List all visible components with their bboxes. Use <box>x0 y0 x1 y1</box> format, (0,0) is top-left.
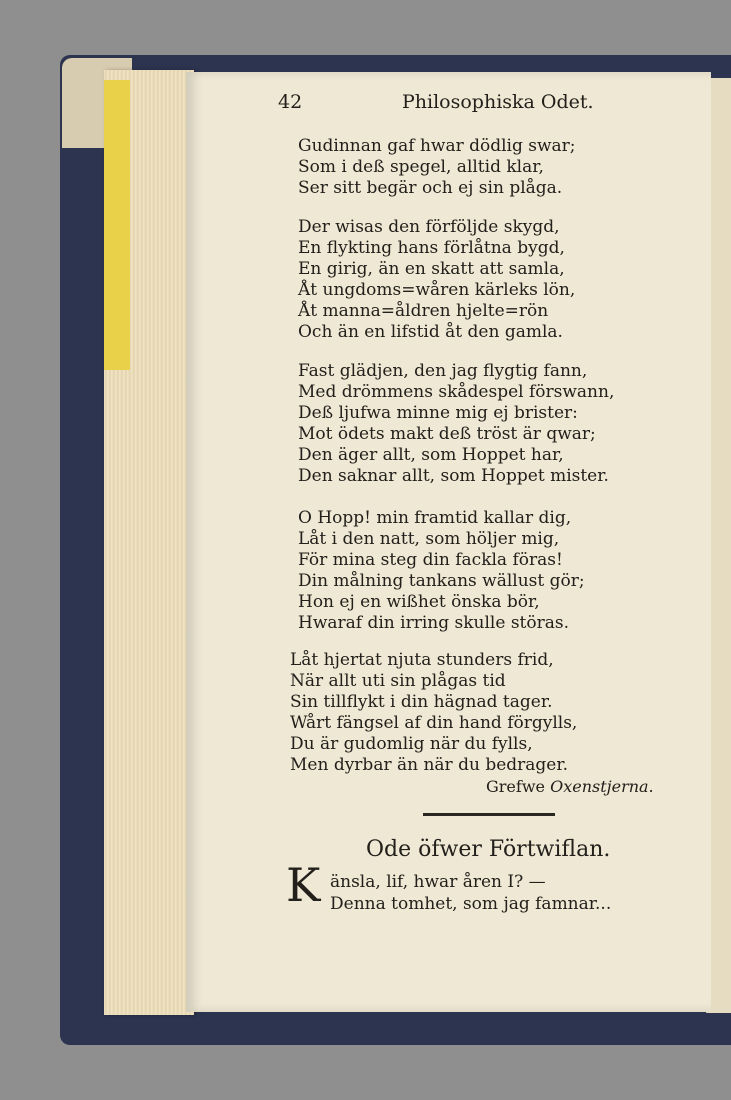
verse-line: Med drömmens skådespel förswann, <box>298 382 615 402</box>
section-divider <box>423 813 555 816</box>
verse-line: En girig, än en skatt att samla, <box>298 259 565 279</box>
signature-name: Oxenstjerna. <box>550 777 654 796</box>
verse-line: Åt ungdoms=wåren kärleks lön, <box>298 280 576 300</box>
verse-line: För mina steg din fackla föras! <box>298 550 563 570</box>
verse-line: En flykting hans förlåtna bygd, <box>298 238 565 258</box>
verse-line: O Hopp! min framtid kallar dig, <box>298 508 572 528</box>
verse-line: Låt i den natt, som höljer mig, <box>298 529 560 549</box>
drop-cap: K <box>286 858 321 912</box>
author-signature <box>486 777 654 797</box>
verse-line: Hon ej en wißhet önska bör, <box>298 592 540 612</box>
verse-line: Som i deß spegel, alltid klar, <box>298 157 544 177</box>
verse-line: Gudinnan gaf hwar dödlig swar; <box>298 136 576 156</box>
verse-line: Men dyrbar än när du bedrager. <box>290 755 569 775</box>
verse-line: Deß ljufwa minne mig ej brister: <box>298 403 578 423</box>
verse-line: Mot ödets makt deß tröst är qwar; <box>298 424 596 444</box>
verse-line: Der wisas den förföljde skygd, <box>298 217 560 237</box>
verse-line: Sin tillflykt i din hägnad tager. <box>290 692 553 712</box>
verse-line: Wårt fängsel af din hand förgylls, <box>290 713 578 733</box>
page-number: 42 <box>278 91 303 113</box>
verse-line: änsla, lif, hwar åren I? — <box>330 872 546 892</box>
verse-line: Fast glädjen, den jag flygtig fann, <box>298 361 588 381</box>
verse-line: Din målning tankans wällust gör; <box>298 571 585 591</box>
verse-line: Den äger allt, som Hoppet har, <box>298 445 564 465</box>
verse-line: Du är gudomlig när du fylls, <box>290 734 533 754</box>
yellow-page-edge <box>104 80 130 370</box>
signature-prefix: Grefwe <box>486 777 545 796</box>
verse-line: Ser sitt begär och ej sin plåga. <box>298 178 563 198</box>
running-title: Philosophiska Odet. <box>402 91 594 113</box>
verse-line: Åt manna=åldren hjelte=rön <box>298 301 549 321</box>
verse-line: Denna tomhet, som jag famnar... <box>330 894 612 914</box>
next-poem-title: Ode öfwer Förtwiflan. <box>366 837 611 862</box>
verse-line: Den saknar allt, som Hoppet mister. <box>298 466 609 486</box>
verse-line: När allt uti sin plågas tid <box>290 671 506 691</box>
verse-line: Låt hjertat njuta stunders frid, <box>290 650 554 670</box>
verse-line: Hwaraf din irring skulle störas. <box>298 613 569 633</box>
verse-line: Och än en lifstid åt den gamla. <box>298 322 563 342</box>
